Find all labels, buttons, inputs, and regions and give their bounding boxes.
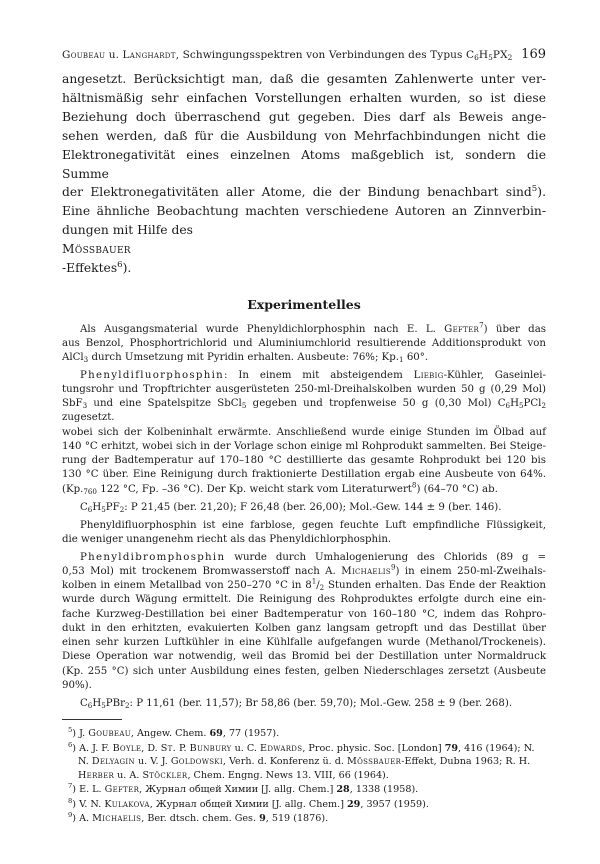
- text-line: ($Kp._{760}$ 122 °C, Fp. –36 °C). Der Kp. weicht stark vom Literaturwert$^8$) (64–70 °C) ab.: [62, 480, 498, 496]
- text-line: Phenyldifluorphosphin: In einem mit absteigendem Liebig-Kühler, Gaseinlei-: [80, 369, 546, 381]
- paragraph-dibromphosphin: [62, 551, 546, 694]
- text-line: 140 °C erhitzt, wobei sich in der Vorlage schon einige ml Rohprodukt sammelten. Bei Steige-: [62, 440, 546, 452]
- running-title: Goubeau u. Langhardt, Schwingungsspektren von Verbindungen des Typus $C_6H_5PX_2$: [62, 49, 513, 62]
- text-line: Beziehung doch überraschend gut gegeben. Dies darf als Beweis ange-: [62, 109, 546, 124]
- text-line: SbF$_3$ und eine Spatelspitze SbCl$_5$ gegeben und tropfenweise 50 g (0,30 Mol) $C_6H_5PCl_2$ zugesetzt.: [62, 398, 546, 424]
- paragraph-difluorphosphin: [62, 369, 546, 497]
- footnote: $^8$) V. N. Kulakova, Журнал общей Химии [J. allg. Chem.] 29, 3957 (1959).: [68, 796, 429, 810]
- text-line: angesetzt. Berücksichtigt man, daß die gesamten Zahlenwerte unter ver-: [62, 72, 546, 86]
- footnotes: [62, 727, 546, 825]
- text-line: einen sehr kurzen Luftkühler in eine Kühlfalle aufgefangen wurde (Methanol/Trockeneis).: [62, 637, 546, 649]
- text-line: Phenyldifluorphosphin ist eine farblose, gegen feuchte Luft empfindliche Flüssigkeit,: [80, 520, 546, 532]
- text-line: Diese Operation war notwendig, weil das Bromid bei der Destillation unter Normaldruck: [62, 651, 546, 663]
- text-line: 130 °C über. Eine Reinigung durch fraktionierte Destillation ergab eine Ausbeute von 64%.: [62, 469, 546, 481]
- page-number: 169: [521, 47, 546, 62]
- text-line: 0,53 Mol) mit trockenem Bromwasserstoff nach A. Michaelis$^9$) in einem 250-ml-Zweihals-: [62, 562, 547, 577]
- analysis-difluorphosphin: $C_6H_5PF_2$: P 21,45 (ber. 21,20); F 26,48 (ber. 26,00); Mol.-Gew. 144 ± 9 (ber. 146).: [80, 501, 502, 514]
- text-line: dungen mit Hilfe des Mössbauer -Effektes$^6$).: [62, 223, 193, 276]
- text-line: fache Kurzweg-Destillation bei einer Badtemperatur von 160–180 °C, indem das Rohpro-: [62, 608, 546, 620]
- text-line: wobei sich der Kolbeninhalt erwärmte. Anschließend wurde einige Stunden im Ölbad auf: [62, 426, 546, 438]
- text-line: kolben in einem Metallbad von 250–270 °C in $8^1/_2$ Stunden erhalten. Das Ende der Reaktion: [62, 576, 546, 593]
- text-line: Phenyldibromphosphin wurde durch Umhalogenierung des Chlorids (89 g =: [80, 551, 546, 563]
- text-line: wurde durch Wägung ermittelt. Die Reinigung des Rohproduktes erfolgte durch eine ein-: [62, 594, 546, 606]
- text-line: rung der Badtemperatur auf 170–180 °C destillierte das gesamte Rohprodukt bei 120 bis: [62, 455, 546, 467]
- analysis-dibromphosphin: $C_6H_5PBr_2$: P 11,61 (ber. 11,57); Br 58,86 (ber. 59,70); Mol.-Gew. 258 ± 9 (ber. 268).: [80, 698, 513, 711]
- section-title: Experimentelles: [247, 296, 361, 312]
- paragraph-starting-material: [62, 320, 546, 366]
- paragraph-properties: [62, 519, 546, 548]
- intro-paragraph: [62, 70, 546, 278]
- text-line: aus Benzol, Phosphortrichlorid und Aluminiumchlorid resultierende Additionsprodukt von: [62, 338, 546, 350]
- text-line: 90%).: [62, 679, 92, 691]
- text-line: hältnismäßig sehr einfachen Vorstellungen erhalten wurden, so ist diese: [62, 90, 546, 105]
- text-line: der Elektronegativitäten aller Atome, die der Bindung benachbart sind$^5$).: [62, 184, 546, 200]
- text-line: Als Ausgangsmaterial wurde Phenyldichlorphosphin nach E. L. Gefter$^7$) über das: [80, 320, 546, 335]
- text-line: (Kp. 255 °C) sich unter Ausbildung eines festen, gelben Niederschlages zersetzt (Ausbeute: [62, 665, 546, 677]
- footnote-divider: [62, 719, 122, 720]
- footnote: $^5$) J. Goubeau, Angew. Chem. 69, 77 (1957).: [68, 726, 280, 740]
- text-line: Eine ähnliche Beobachtung machten verschiedene Autoren an Zinnverbin-: [62, 204, 546, 219]
- text-line: AlCl$_3$ durch Umsetzung mit Pyridin erhalten. Ausbeute: 76%; $Kp._1$ 60°.: [62, 352, 429, 365]
- footnote: $^6$) A. J. F. Boyle, D. St. P. Bunbury u. C. Edwards, Proc. physic. Soc. [London] 79, 416 (1964); N. N. Delyagin u. V. J. Goldowski, Verh. d. Konferenz ü. d. Mössbauer-Effekt, Dubna 1963; R. H. Herber u. A. Stöckler, Chem. Engng. News 13. VIII, 66 (1964).: [68, 740, 535, 781]
- experimental-body: [62, 320, 547, 712]
- text-line: die weniger unangenehm riecht als das Phenyldichlorphosphin.: [62, 534, 392, 546]
- footnote: $^9$) A. Michaelis, Ber. dtsch. chem. Ges. 9, 519 (1876).: [68, 810, 329, 824]
- footnote: $^7$) E. L. Gefter, Журнал общей Химии [J. allg. Chem.] 28, 1338 (1958).: [68, 781, 419, 796]
- running-header: [62, 48, 546, 62]
- text-line: sehen werden, daß für die Ausbildung von Mehrfachbindungen nicht die: [62, 128, 546, 143]
- text-line: Elektronegativität eines einzelnen Atoms maßgeblich ist, sondern die Summe: [62, 147, 546, 181]
- text-line: dukt in den erhitzten, evakuierten Kolben ganz langsam getropft und das Destillat über: [62, 622, 546, 634]
- text-line: tungsrohr und Tropftrichter ausgerüsteten 250-ml-Dreihalskolben wurden 50 g (0,29 Mol): [62, 383, 546, 395]
- page: [62, 48, 546, 826]
